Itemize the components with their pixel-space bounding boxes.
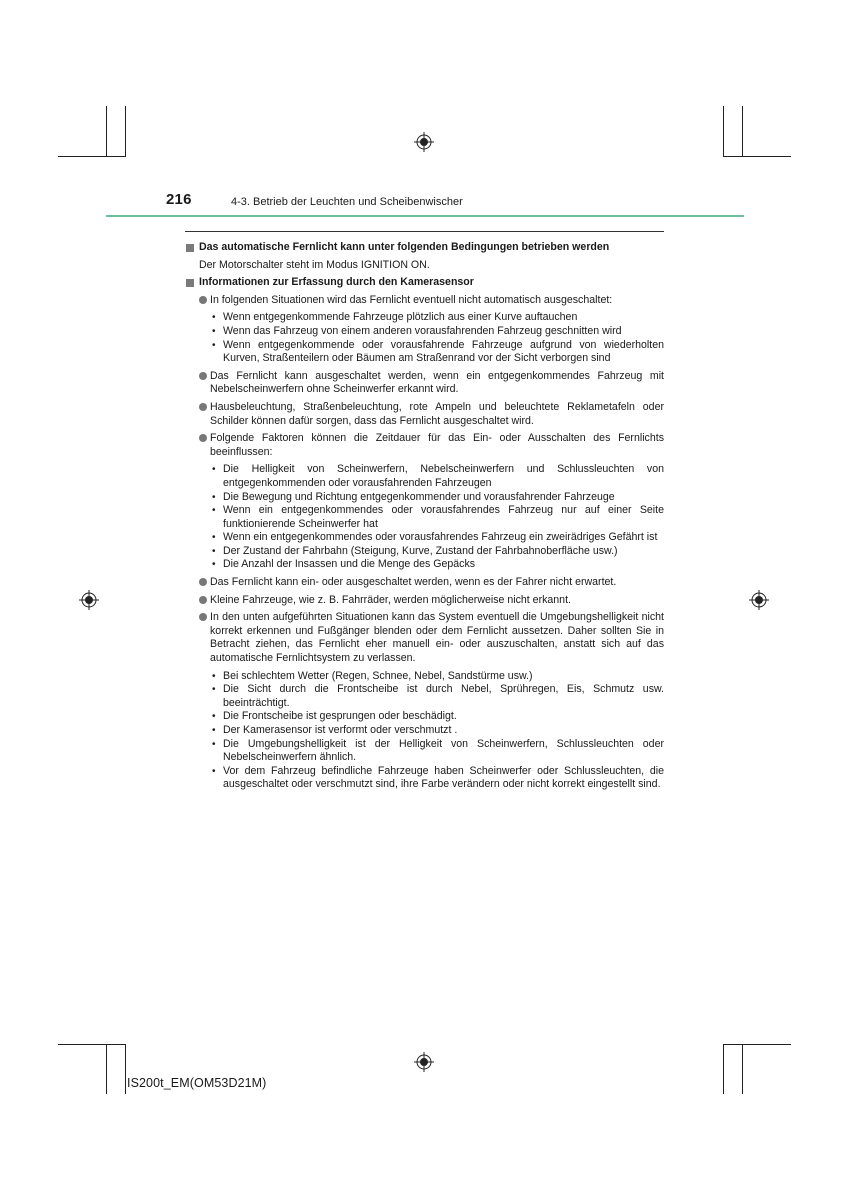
sub-item-text: Bei schlechtem Wetter (Regen, Schnee, Nebel, Sandstürme usw.) [223,669,533,682]
registration-mark-icon [79,590,99,610]
dot-bullet-icon: • [212,464,216,476]
crop-mark [58,156,126,157]
section-text: Der Motorschalter steht im Modus IGNITION ON. [199,258,430,271]
crop-mark [125,106,126,156]
crop-mark [742,1044,743,1094]
sub-item [186,683,664,710]
sub-item-text: Wenn entgegenkommende oder vorausfahrende Fahrzeuge aufgrund von wiederholten Kurven, Straßenteilern oder Bäumen am Straßenrand vor der Sicht verborgen sind [223,338,664,365]
sub-item [186,311,664,325]
chapter-title: 4-3. Betrieb der Leuchten und Scheibenwischer [231,196,463,208]
dot-bullet-icon: • [212,559,216,571]
list-item [186,611,664,665]
sub-item [186,504,664,531]
content [186,238,664,794]
dot-bullet-icon: • [212,670,216,682]
sub-item-text: Die Bewegung und Richtung entgegenkommender und vorausfahrender Fahrzeuge [223,490,615,503]
list-item-text: Hausbeleuchtung, Straßenbeleuchtung, rote Ampeln und beleuchtete Reklametafeln oder Schilder können dafür sorgen, dass das Fernlicht ausgeschaltet wird. [210,400,664,427]
dot-bullet-icon: • [212,711,216,723]
square-bullet-icon [186,279,194,287]
sub-item-text: Wenn ein entgegenkommendes oder vorausfahrendes Fahrzeug ein zweirädriges Gefährt ist [223,531,658,544]
round-bullet-icon [199,613,207,621]
dot-bullet-icon: • [212,491,216,503]
crop-mark [125,1044,126,1094]
sub-item [186,710,664,724]
crop-mark [58,1044,126,1045]
crop-mark [106,1044,107,1094]
sub-item [186,765,664,792]
dot-bullet-icon: • [212,505,216,517]
header-rule [106,215,744,217]
sub-list [186,311,664,365]
sub-item [186,738,664,765]
sub-item-text: Wenn ein entgegenkommendes oder vorausfahrendes Fahrzeug nur auf einer Seite funktionierende Scheinwerfer hat [223,504,664,530]
round-bullet-icon [199,578,207,586]
sub-list [186,463,664,572]
dot-bullet-icon: • [212,532,216,544]
sub-item-text: Wenn entgegenkommende Fahrzeuge plötzlich aus einer Kurve auftauchen [223,311,578,324]
registration-mark-icon [414,132,434,152]
section-heading-text: Das automatische Fernlicht kann unter folgenden Bedingungen betrieben werden [199,241,610,253]
list-item [186,401,664,428]
list-item-text: In den unten aufgeführten Situationen kann das System eventuell die Umgebungshelligkeit nicht korrekt erkennen und Fußgänger blenden oder dem Fernlicht aussetzen. Daher sollten Sie in Betracht ziehen, das Fernlicht eher manuell ein- oder auszuschalten, anstatt sich auf das automatische Fernlichtsystem zu verlassen. [210,611,664,665]
round-bullet-icon [199,372,207,380]
document-code: IS200t_EM(OM53D21M) [127,1076,267,1090]
dot-bullet-icon: • [212,738,216,750]
square-bullet-icon [186,244,194,252]
list-item [186,370,664,397]
list-item-text: Das Fernlicht kann ausgeschaltet werden, wenn ein entgegenkommendes Fahrzeug mit Nebelscheinwerfern ohne Scheinwerfer erkannt wird. [210,369,664,396]
crop-mark [723,1044,791,1045]
round-bullet-icon [199,403,207,411]
list-item [186,594,664,608]
sub-item-text: Die Anzahl der Insassen und die Menge des Gepäcks [223,558,476,571]
list-item-text: In folgenden Situationen wird das Fernlicht eventuell nicht automatisch ausgeschaltet: [210,293,613,306]
dot-bullet-icon: • [212,725,216,736]
dot-bullet-icon: • [212,312,216,324]
sub-item-text: Vor dem Fahrzeug befindliche Fahrzeuge haben Scheinwerfer oder Schlussleuchten, die ausgeschaltet oder verschmutzt sind, ihre Farbe verändern oder nicht korrekt eingestellt sind. [223,764,664,791]
crop-mark [723,1044,724,1094]
dot-bullet-icon: • [212,684,216,696]
sub-item-text: Die Sicht durch die Frontscheibe ist durch Nebel, Sprühregen, Eis, Schmutz usw. beeinträchtigt. [223,683,664,709]
registration-mark-icon [749,590,769,610]
sub-item [186,545,664,559]
sub-item [186,531,664,545]
sub-item [186,724,664,738]
sub-list [186,670,664,792]
section-heading [186,241,664,255]
sub-item [186,491,664,505]
round-bullet-icon [199,296,207,304]
sub-item-text: Die Frontscheibe ist gesprungen oder beschädigt. [223,710,457,723]
dot-bullet-icon: • [212,545,216,557]
sub-item-text: Die Umgebungshelligkeit ist der Helligkeit von Scheinwerfern, Schlussleuchten oder Nebelscheinwerfern ähnlich. [223,737,664,764]
sub-item [186,558,664,572]
round-bullet-icon [199,596,207,604]
sub-item-text: Der Kamerasensor ist verformt oder verschmutzt . [223,724,458,736]
sub-item-text: Der Zustand der Fahrbahn (Steigung, Kurve, Zustand der Fahrbahnoberfläche usw.) [223,544,618,557]
page-number: 216 [166,191,192,208]
sub-item-text: Die Helligkeit von Scheinwerfern, Nebelscheinwerfern und Schlussleuchten von entgegenkommenden oder vorausfahrenden Fahrzeugen [223,463,664,489]
dot-bullet-icon: • [212,765,216,777]
sub-item-text: Wenn das Fahrzeug von einem anderen vorausfahrenden Fahrzeug geschnitten wird [223,324,622,337]
crop-mark [742,106,743,156]
crop-mark [723,106,724,156]
list-item [186,576,664,590]
dot-bullet-icon: • [212,339,216,351]
dot-bullet-icon: • [212,325,216,337]
list-item [186,294,664,308]
registration-mark-icon [414,1052,434,1072]
list-item [186,432,664,459]
sub-item [186,325,664,339]
section-heading-text: Informationen zur Erfassung durch den Kamerasensor [199,276,474,289]
list-item-text: Das Fernlicht kann ein- oder ausgeschaltet werden, wenn es der Fahrer nicht erwartet. [210,576,617,589]
list-item-text: Kleine Fahrzeuge, wie z. B. Fahrräder, werden möglicherweise nicht erkannt. [210,593,571,606]
crop-mark [106,106,107,156]
content-rule [185,231,664,232]
sub-item [186,670,664,684]
sub-item [186,339,664,366]
list-item-text: Folgende Faktoren können die Zeitdauer für das Ein- oder Ausschalten des Fernlichts beeinflussen: [210,432,664,458]
section-heading [186,276,664,290]
crop-mark [723,156,791,157]
round-bullet-icon [199,434,207,442]
sub-item [186,463,664,490]
